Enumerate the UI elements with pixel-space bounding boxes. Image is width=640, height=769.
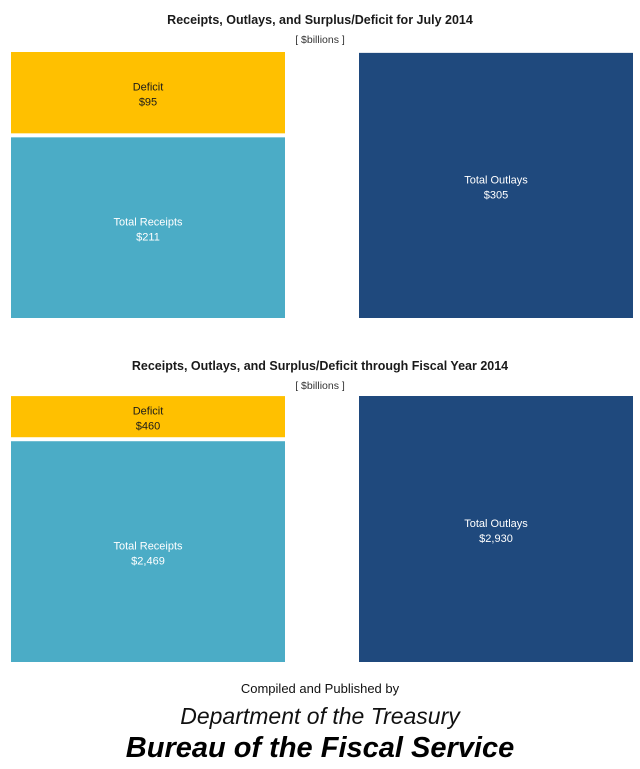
footer-bureau: Bureau of the Fiscal Service [125,732,515,764]
chart-july-2014 [0,0,640,330]
chart-plot [0,352,640,670]
footer-compiled-by: Compiled and Published by [240,681,400,696]
chart-plot [0,0,640,330]
deficit-value-label: $95 [138,96,158,109]
total-outlays-value-label: $2,930 [479,533,513,545]
total-receipts-value-label: $2,469 [131,555,165,568]
deficit-label: Deficit [132,81,164,94]
chart-unit-subtitle: [ $billions ] [295,34,345,46]
total-receipts-label: Total Receipts [113,216,183,229]
chart-unit-subtitle: [ $billions ] [295,380,345,392]
total-outlays-value-label: $305 [483,189,509,202]
deficit-label: Deficit [132,405,164,418]
chart-fiscal-year-2014 [0,352,640,670]
total-receipts-label: Total Receipts [113,540,183,553]
chart-title: Receipts, Outlays, and Surplus/Deficit for July 2014 [167,13,473,27]
footer-department: Department of the Treasury [180,703,460,729]
total-receipts-value-label: $211 [136,231,160,244]
deficit-value-label: $460 [135,420,161,433]
total-outlays-label: Total Outlays [464,174,528,187]
chart-title: Receipts, Outlays, and Surplus/Deficit through Fiscal Year 2014 [131,359,509,373]
total-outlays-label: Total Outlays [464,518,528,530]
